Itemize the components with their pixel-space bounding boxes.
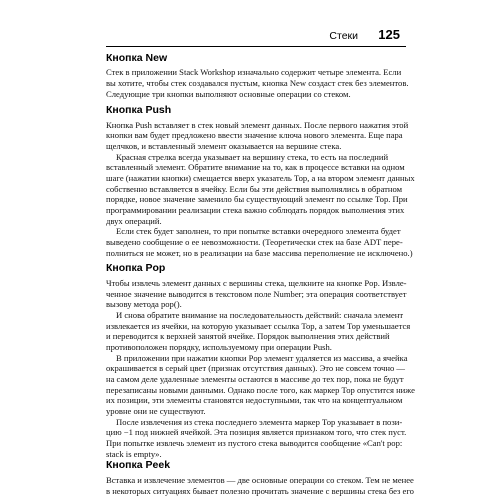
paragraph-line: программировании реализации стека важно соблюдать порядок выполнения этих	[106, 205, 405, 215]
paragraph-line: их позиции, эти элементы становятся недоступными, так что на концептуальном	[106, 395, 403, 406]
paragraph-line: Кнопка Push вставляет в стек новый элемент данных. После первого нажатия этой	[106, 119, 409, 130]
paragraph-line: Вставка и извлечение элементов — две основные операции со стеком. Тем не менее	[106, 475, 414, 486]
paragraph-line: После извлечения из стека последнего элемента маркер Top указывает в пози-	[116, 416, 403, 427]
paragraph-line: Стек в приложении Stack Workshop изначально содержит четыре элемента. Если	[106, 67, 402, 78]
paragraph-line: противоположен порядку, используемому при операции Push.	[106, 341, 332, 352]
paragraph-line: шаге (нажатии кнопки) смещается вверх указатель Top, а на втором элемент данных	[106, 173, 415, 183]
paragraph-line: вы хотите, чтобы стек создавался пустым, кнопка New создаст стек без элементов.	[106, 77, 409, 88]
paragraph-line: в некоторых ситуациях бывает полезно прочитать значение с вершины стека без его	[106, 486, 414, 496]
paragraph-line: собственно вставляется в ячейку. Если бы эти действия выполнялись в обратном	[106, 183, 403, 194]
page-number: 125	[378, 27, 400, 42]
paragraph-line: порядке, новое значение заменило бы существующий элемент по ссылке Top. При	[106, 194, 408, 205]
section-heading-peek: Кнопка Peek	[106, 459, 171, 472]
running-header	[106, 26, 406, 47]
paragraph-line: полниться не может, но в реализации на базе массива переполнение не исключено.)	[106, 247, 413, 258]
running-title: Стеки	[329, 30, 358, 42]
section-heading-pop: Кнопка Pop	[106, 261, 166, 274]
paragraph-line: на самом деле удаленные элементы остаются в массиве до тех пор, пока не будут	[106, 373, 404, 384]
paragraph-line: ченное значение выводится в текстовом поле Number; эта операция соответствует	[106, 288, 407, 299]
paragraph-line: щелчков, и вставленный элемент оказывается на вершине стека.	[106, 140, 342, 151]
section-heading-push: Кнопка Push	[106, 103, 172, 116]
paragraph-line: кнопки вам будет предложено ввести значение ключа нового элемента. Еще пара	[106, 130, 403, 141]
paragraph-line: stack is empty».	[106, 448, 162, 459]
paragraph-line: цию −1 под нижней ячейкой. Эта позиция является признаком того, что стек пуст.	[106, 427, 407, 438]
paragraph-line: выведено сообщение о ее невозможности. (Теоретически стек на базе ADT пере-	[106, 237, 403, 247]
paragraph-line: и переводится к верхней занятой ячейке. Порядок выполнения этих действий	[106, 331, 390, 342]
paragraph-line: двух операций.	[106, 215, 162, 226]
paragraph-line: В приложении при нажатии кнопки Pop элемент удаляется из массива, а ячейка	[116, 352, 408, 363]
paragraph-line: окрашивается в серый цвет (признак отсутствия данных). Это не совсем точно —	[106, 363, 406, 374]
paragraph-line: перезаписаны новыми данными. Однако после того, как маркер Top опустится ниже	[106, 384, 415, 395]
section-heading-new: Кнопка New	[106, 52, 168, 64]
paragraph-line: вызову метода pop().	[106, 299, 182, 310]
paragraph-line: При попытке извлечь элемент из пустого стека выводится сообщение «Can't pop:	[106, 438, 403, 448]
paragraph-line: вставленный элемент. Обратите внимание на то, как в процессе вставки на одном	[106, 162, 405, 173]
paragraph-line: Следующие три кнопки выполняют основные операции со стеком.	[106, 88, 351, 99]
paragraph-line: Красная стрелка всегда указывает на вершину стека, то есть на последний	[116, 151, 389, 162]
paragraph-line: Если стек будет заполнен, то при попытке вставки очередного элемента будет	[116, 226, 401, 237]
paragraph-line: уровне они не существуют.	[106, 406, 206, 416]
paragraph-line: И снова обратите внимание на последовательность действий: сначала элемент	[116, 309, 404, 320]
paragraph-line: извлекается из ячейки, на которую указывает ссылка Top, а затем Top уменьшается	[106, 320, 411, 331]
paragraph-line: Чтобы извлечь элемент данных с вершины стека, щелкните на кнопке Pop. Извле-	[106, 277, 407, 288]
